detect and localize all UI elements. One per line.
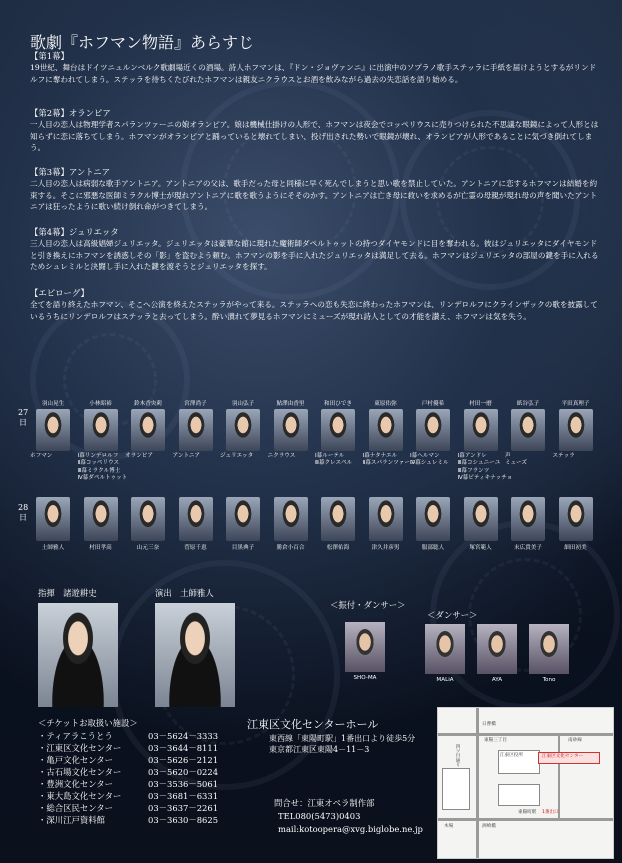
cast-role: Ⅳ幕シュレミル: [410, 460, 449, 467]
cast-member-name: 小林昭裕: [89, 401, 112, 407]
map-road: [476, 708, 479, 858]
venue-name: 江東区文化センターホール: [247, 718, 379, 731]
outlet-list: [38, 730, 218, 826]
cast-member-card: [77, 400, 128, 483]
outlet-tel: 03－5624－3333: [148, 731, 219, 741]
outlet-row: [38, 790, 218, 802]
cast-role: Ⅲ幕クレスペル: [315, 460, 353, 467]
cast-member-card: [553, 497, 599, 552]
cast-member-card: [220, 497, 266, 552]
map-label: 江東区文化センター: [542, 754, 584, 759]
cast-member-name: 東原佑弥: [374, 401, 397, 407]
cast-member-photo: [321, 497, 355, 541]
cast-member-card: [125, 400, 171, 460]
cast-member-card: [505, 497, 551, 552]
cast-member-photo: [179, 497, 213, 541]
cast-member-card: [173, 400, 219, 460]
cast-member-card: [458, 497, 504, 552]
cast-role-list: [362, 453, 416, 468]
ticket-heading: ＜チケットお取扱い施設＞: [38, 718, 138, 728]
cast-member-card: [30, 497, 76, 552]
cast-member-card: [78, 497, 124, 552]
cast-member-photo: [131, 497, 165, 541]
day-27-label: 27日: [18, 408, 29, 427]
cast-member-name: 勝倉小百合: [276, 545, 305, 551]
director-photo: [155, 603, 235, 707]
cast-member-photo: [36, 409, 70, 451]
map-label: 南砂線: [568, 738, 582, 743]
map-building: [442, 768, 470, 810]
act-body: 二人目の恋人は病弱な歌手アントニア。アントニアの父は、歌手だった母と同様に早く死んでしまうと思い歌を禁止していた。アントニアに恋するホフマンは結婚を約束する。そこに邪悪な医師ミラクル博士が現れアントニアに歌を歌うようにそそのかす。アントニアは亡き母に救いを求めるが亡霊の母親が現れ母の声を聞いたアントニアは狂ったように歌い続け倒れ命がつきてしまう。: [30, 179, 598, 212]
cast-member-name: 紙谷弘子: [516, 401, 540, 407]
cast-member-name: 菅原千恵: [184, 545, 207, 551]
cast-role-list: [268, 453, 314, 460]
cast-role: Ⅱ幕スパランツァーニ: [362, 460, 416, 467]
dancer-photo: [529, 624, 569, 674]
choreo-heading: ＜振付・ダンサー＞: [330, 600, 406, 610]
act-body: 一人目の恋人は物理学者スパランツァーニの娘オランピア。娘は機械仕掛けの人形で、ホフマンは夜会でコッペリウスに売りつけられた不思議な眼鏡によって人形とは知らずに恋に落ちてしまう。ホフマンがオランピアと踊っていると壊れてしまい、投げ出された勢いで眼鏡が壊れ、オランピアが人形であることに気づき倒れてしまう。: [30, 120, 599, 153]
act-heading: 【エピローグ】: [30, 288, 89, 298]
venue-address: 東京都江東区東陽4－11－3: [269, 745, 370, 754]
outlet-tel: 03－3630－8625: [148, 815, 219, 825]
venue-access: 東西線「東陽町駅」1番出口より徒歩5分: [269, 734, 416, 743]
ticket-outlets: [38, 717, 218, 826]
map-road: [438, 818, 613, 821]
cast-member-photo: [226, 409, 260, 451]
cast-role-list: [505, 453, 551, 468]
cast-role: Ⅰ幕アンドレ: [457, 453, 487, 459]
cast-member-card: [410, 497, 456, 552]
cast-member-name: 宮澤尚子: [184, 401, 207, 407]
contact-tel: TEL080(5473)0403: [278, 811, 361, 821]
act-heading: 【第2幕】オランピア: [30, 108, 111, 118]
cast-member-photo: [511, 409, 545, 451]
director-card: [155, 587, 235, 707]
cast-role-list: [30, 453, 76, 460]
cast-role: Ⅲ幕コシュニーユ: [457, 460, 501, 467]
cast-member-photo: [464, 497, 498, 541]
cast-member-card: [505, 400, 551, 468]
map-label: 江東区役所: [500, 753, 523, 758]
cast-member-photo: [559, 497, 593, 541]
cast-member-name: 羽山弘子: [231, 401, 255, 407]
cast-member-photo: [84, 409, 118, 451]
map-label: 東陽三丁目: [484, 738, 507, 743]
cast-role: ステッラ: [552, 453, 575, 459]
cast-role: 声: [505, 453, 511, 459]
outlet-name: ・東大島文化センター: [38, 791, 122, 801]
outlet-name: ・亀戸文化センター: [38, 755, 114, 765]
cast-member-photo: [416, 409, 450, 451]
cast-role: Ⅳ幕ピティキナッチョ: [457, 475, 513, 482]
map-label: 日曹橋: [482, 722, 496, 727]
outlet-name: ・豊洲文化センター: [38, 779, 114, 789]
cast-member-photo: [369, 409, 403, 451]
cast-role-list: [77, 453, 128, 483]
dancer-name: Tono: [542, 677, 556, 683]
dancer-card: [472, 624, 522, 683]
outlet-row: [38, 754, 218, 766]
cast-role: Ⅰ幕ナタナエル: [362, 453, 398, 459]
cast-member-name: 村田孝高: [89, 545, 112, 551]
act-heading: 【第3幕】アントニア: [30, 167, 111, 177]
map-label: 洲崎橋: [482, 824, 496, 829]
cast-member-name: 山元三奈: [136, 545, 160, 551]
act-heading: 【第1幕】: [30, 51, 69, 61]
outlet-row: [38, 802, 218, 814]
act-body: 全てを語り終えたホフマン、そこへ公演を終えたステッラがやって来る。ステッラへの恋も失恋に終わったホフマンは、リンデロルフにクラインザックの歌を披露しているうちにリンデロルフはステッラと去ってしまう。酔い潰れて夢見るホフマンにミューズが現れ詩人としての才能を讃え、ホフマンは気を失う。: [30, 300, 598, 321]
cast-member-card: [220, 400, 266, 460]
map-road: [558, 736, 560, 818]
dancer-name: AYA: [491, 677, 503, 683]
outlet-name: ・深川江戸資料館: [38, 815, 105, 825]
cast-role: ジュリエッタ: [220, 453, 254, 459]
act-heading: 【第4幕】ジュリエッタ: [30, 227, 119, 237]
outlet-row: [38, 730, 218, 742]
choreographer-card: [340, 622, 390, 681]
cast-member-name: 細田初美: [564, 545, 587, 551]
map-label: 東陽町駅: [518, 810, 537, 815]
conductor-card: [38, 587, 118, 707]
cast-member-card: [30, 400, 76, 460]
contact-info: [274, 797, 423, 836]
map-label: 1番出口: [542, 810, 559, 815]
outlet-tel: 03－3536－5061: [148, 779, 219, 789]
cast-member-name: 平田真理子: [561, 401, 590, 407]
cast-role-list: [410, 453, 456, 468]
cast-role: ミューズ: [505, 460, 527, 467]
day-28-label: 28日: [18, 503, 29, 522]
cast-member-card: [268, 497, 314, 552]
outlet-tel: 03－5620－0224: [148, 767, 219, 777]
map-label: 木場: [444, 824, 454, 829]
cast-member-photo: [84, 497, 118, 541]
cast-member-photo: [226, 497, 260, 541]
cast-member-name: 村田一磨: [469, 401, 492, 407]
cast-role: Ⅳ幕ダペルトゥット: [77, 475, 128, 482]
cast-role-list: [553, 453, 599, 460]
cast-member-photo: [131, 409, 165, 451]
outlet-tel: 03－5626－2121: [148, 755, 219, 765]
act-2-section: [30, 107, 600, 154]
cast-member-name: 目黒典子: [231, 545, 255, 551]
cast-member-photo: [274, 497, 308, 541]
contact-mail[interactable]: mail:kotoopera@xvg.biglobe.ne.jp: [278, 824, 423, 834]
cast-member-name: 津久井彦男: [371, 545, 400, 551]
act-4-section: [30, 226, 600, 273]
cast-member-photo: [321, 409, 355, 451]
cast-member-card: [125, 497, 171, 552]
act-body: 三人目の恋人は高級娼婦ジュリエッタ。ジュリエッタは豪華な館に現れた魔術師ダペルトゥットの持つダイヤモンドに目を奪われる。彼はジュリエッタにダイヤモンドと引き換えにホフマンを誘惑しその「影」を盗むよう頼む。ホフマンの影を手に入れたジュリエッタは満足して去る。ホフマンはジュリエッタの部屋の鍵を手に入れるためシュレミルと決闘し手に入れた鍵を渡そうとジュリエッタを探す。: [30, 239, 599, 272]
cast-role-list: [173, 453, 219, 460]
map-road: [438, 733, 613, 736]
contact-org: 問合せ：江東オペラ制作部: [274, 798, 375, 808]
cast-member-card: [457, 400, 513, 483]
dancer-photo: [425, 624, 465, 674]
cast-role: Ⅰ幕リンデロルフ: [77, 453, 119, 459]
dancer-card: [524, 624, 574, 683]
cast-member-card: [410, 400, 456, 468]
cast-role: Ⅰ幕ルーテル: [315, 453, 345, 459]
outlet-name: ・ティアラこうとう: [38, 731, 113, 741]
cast-member-photo: [511, 497, 545, 541]
outlet-tel: 03－3637－2261: [148, 803, 219, 813]
cast-role-list: [220, 453, 266, 460]
venue-info: [247, 717, 415, 755]
outlet-row: [38, 766, 218, 778]
cast-member-photo: [559, 409, 593, 451]
map-building: [498, 784, 540, 806]
cast-member-name: 和田ひでき: [324, 401, 352, 407]
cast-role-list: [315, 453, 361, 468]
choreographer-name: SHO-MA: [353, 675, 377, 681]
dancer-heading: ＜ダンサー＞: [427, 610, 478, 620]
page-title: 歌劇『ホフマン物語』あらすじ: [30, 33, 255, 52]
outlet-name: ・江東区文化センター: [38, 743, 122, 753]
act-1-section: [30, 50, 600, 97]
outlet-row: [38, 778, 218, 790]
epilogue-section: [30, 287, 600, 334]
cast-member-photo: [369, 497, 403, 541]
cast-member-photo: [416, 497, 450, 541]
cast-member-card: [173, 497, 219, 552]
act-body: 19世紀、舞台はドイツニュルンベルク歌劇場近くの酒場。詩人ホフマンは、『ドン・ジョヴァンニ』に出演中のソプラノ歌手ステッラに手紙を届けようとするがリンドルフに奪われてしまう。ステッラを待ちくたびれたホフマンは親友ニクラウスとお酒を飲みながら過去の失恋話を語り始める。: [30, 63, 597, 84]
cast-member-card: [553, 400, 599, 460]
map-label: 四ツ目通り: [455, 744, 460, 767]
dancer-photo: [477, 624, 517, 674]
outlet-row: [38, 814, 218, 826]
outlet-row: [38, 742, 218, 754]
director-label: 演出 土師雅人: [155, 588, 214, 598]
cast-role: ホフマン: [30, 453, 53, 459]
cast-role: Ⅱ幕コッペリウス: [77, 460, 120, 467]
cast-member-name: 塚宮範人: [469, 545, 492, 551]
cast-member-name: 羽山晃生: [41, 401, 65, 407]
cast-member-name: 末広貴美子: [514, 545, 542, 551]
cast-member-card: [363, 497, 409, 552]
cast-role: Ⅲ幕フランツ: [457, 467, 490, 474]
cast-member-photo: [179, 409, 213, 451]
cast-member-photo: [36, 497, 70, 541]
cast-member-card: [315, 497, 361, 552]
outlet-name: ・古石場文化センター: [38, 767, 122, 777]
cast-member-name: 鈴木香央莉: [134, 401, 162, 407]
cast-member-name: 鮎澤由香里: [276, 401, 305, 407]
cast-member-card: [362, 400, 416, 468]
conductor-photo: [38, 603, 118, 707]
cast-role: Ⅰ幕ヘルマン: [410, 453, 440, 459]
cast-role: オランピア: [125, 453, 153, 459]
outlet-tel: 03－3681－6331: [148, 791, 219, 801]
conductor-label: 指揮 諸遊耕史: [38, 588, 97, 598]
cast-member-name: 土師雅人: [41, 545, 65, 551]
cast-role-list: [125, 453, 171, 460]
cast-role: ニクラウス: [267, 453, 296, 459]
cast-member-name: 戸村優希: [421, 401, 445, 407]
cast-member-name: 服部聡人: [421, 545, 445, 551]
cast-member-name: 松澤佑海: [326, 545, 350, 551]
cast-member-photo: [464, 409, 498, 451]
cast-role-list: [457, 453, 513, 483]
access-map: [437, 707, 614, 859]
dancer-card: [420, 624, 470, 683]
cast-member-card: [268, 400, 314, 460]
cast-member-photo: [274, 409, 308, 451]
cast-role: Ⅲ幕ミラクル博士: [77, 467, 121, 474]
cast-member-card: [315, 400, 361, 468]
choreographer-photo: [345, 622, 385, 672]
outlet-name: ・総合区民センター: [38, 803, 114, 813]
act-3-section: [30, 166, 600, 213]
outlet-tel: 03－3644－8111: [148, 743, 219, 753]
dancer-name: MALiA: [436, 677, 454, 683]
cast-role: アントニア: [172, 453, 201, 459]
